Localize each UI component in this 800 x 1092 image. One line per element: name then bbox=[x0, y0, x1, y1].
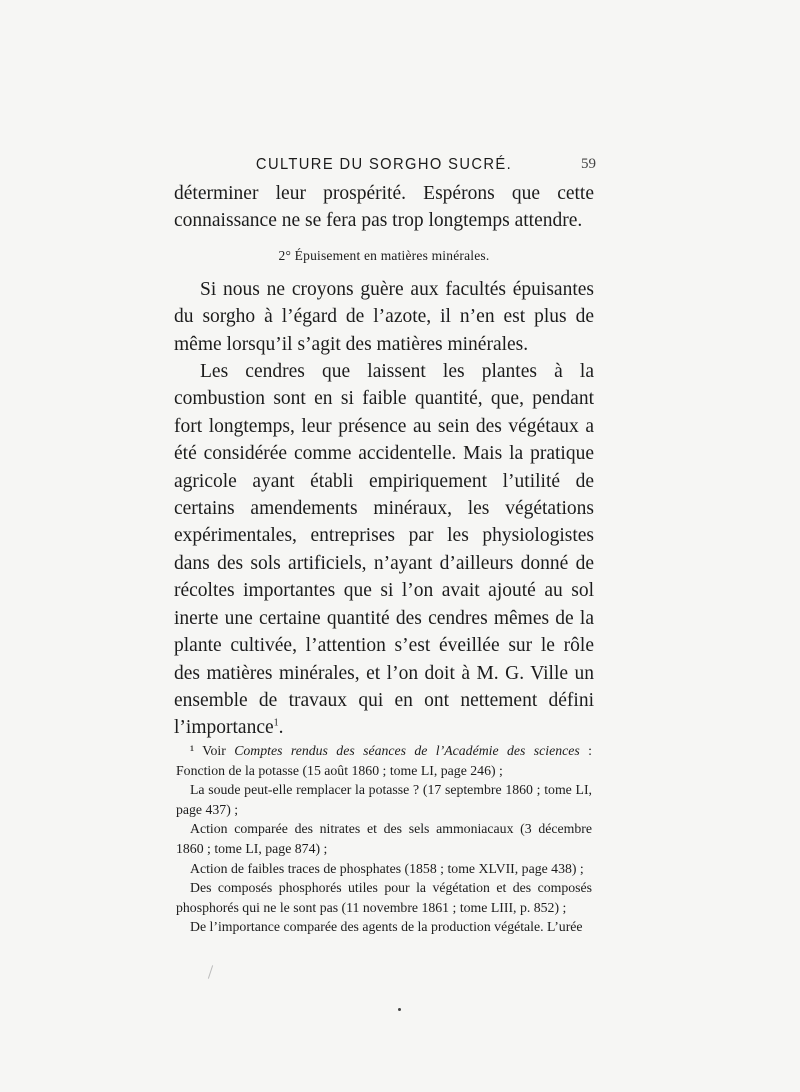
footnote-entry-nitrates: Action comparée des nitrates et des sels ammoniacaux (3 décembre 1860 ; tome LI, page 874) ; bbox=[176, 821, 592, 856]
paragraph-continuation: déterminer leur prospérité. Espérons que cette connaissance ne se fera pas trop longtemps attendre. bbox=[174, 183, 594, 232]
footnote-entry-importance: De l’importance comparée des agents de la production végétale. L’urée bbox=[190, 919, 583, 935]
running-title: CULTURE DU SORGHO SUCRÉ. bbox=[255, 156, 513, 173]
footnote-entry-composes: Des composés phosphorés utiles pour la végétation et des composés phosphorés qui ne le sont pas (11 novembre 1861 ; tome LIII, p. 852) ; bbox=[176, 880, 592, 915]
footnote-intro bbox=[176, 741, 592, 780]
footnotes bbox=[176, 741, 592, 937]
paragraph-cendres-end: . bbox=[278, 717, 284, 739]
running-head bbox=[172, 156, 596, 180]
page-number: 59 bbox=[581, 156, 596, 172]
paragraph-cendres bbox=[174, 358, 594, 742]
footnote-entry-soude: La soude peut-elle remplacer la potasse ? (17 septembre 1860 ; tome LI, page 437) ; bbox=[176, 782, 592, 817]
footnote-reference: 1 bbox=[273, 717, 279, 729]
paragraph-cendres-text: Les cendres que laissent les plantes à la combustion sont en si faible quantité, que, pendant fort longtemps, leur présence au sein des végétaux a été considérée comme accidentelle. Mais la pratique agricole ayant établi empiriquement l’utilité de certains amendements minéraux, les végétations expérimentales, entreprises par les physiologistes dans des sols artificiels, n’ayant d’ailleurs donné de récoltes importantes que si l’on avait ajouté au sol inerte une certaine quantité des cendres mêmes de la plante cultivée, l’attention s’est éveillée sur le rôle des matières minérales, et l’on doit à M. G. Ville un ensemble de travaux qui en ont nettement défini l’importance bbox=[174, 361, 594, 739]
footnote-intro-after: : Fonction de la potasse (15 août 1860 ; tome LI, page 246) ; bbox=[176, 743, 592, 778]
main-text bbox=[174, 180, 594, 742]
section-title: 2° Épuisement en matières minérales. bbox=[278, 247, 490, 263]
footnote-marker: ¹ bbox=[190, 743, 195, 758]
paragraph-azote: Si nous ne croyons guère aux facultés épuisantes du sorgho à l’égard de l’azote, il n’en est plus de même lorsqu’il s’agit des matières minérales. bbox=[174, 278, 594, 355]
footnote-entry-phosphates: Action de faibles traces de phosphates (1858 ; tome XLVII, page 438) ; bbox=[190, 860, 584, 876]
stray-dot bbox=[398, 1008, 401, 1011]
footnote-intro-before: Voir bbox=[202, 743, 226, 758]
footnote-journal-title: Comptes rendus des séances de l’Académie des sciences bbox=[234, 743, 580, 758]
stray-pencil-mark bbox=[208, 965, 213, 979]
